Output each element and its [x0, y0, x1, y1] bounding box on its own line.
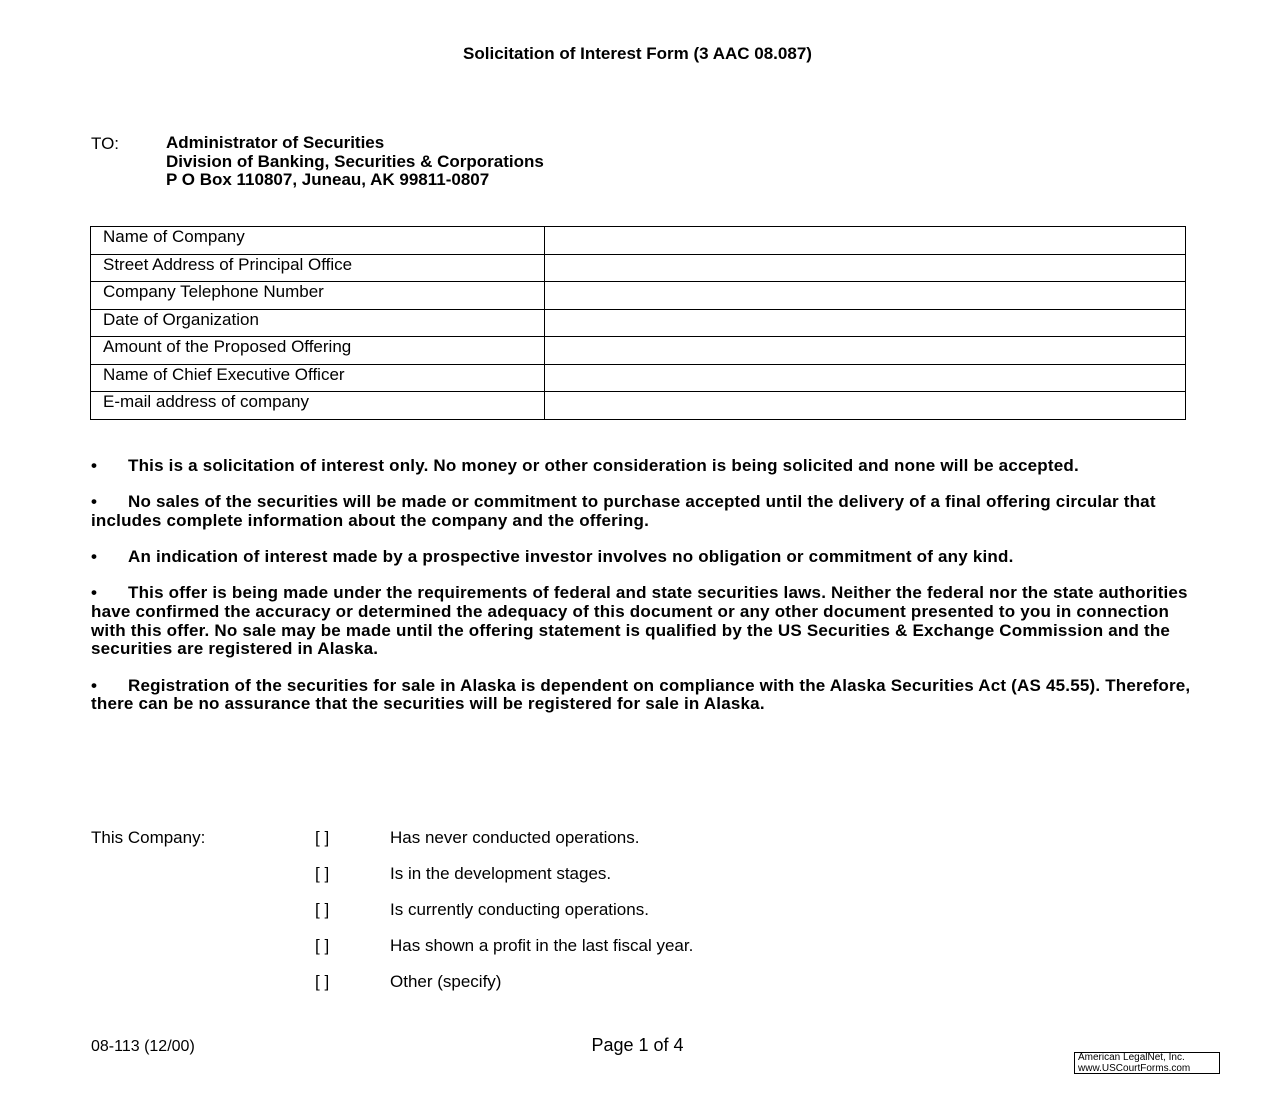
table-row: [91, 309, 1186, 337]
table-row: [91, 337, 1186, 365]
form-number: 08-113 (12/00): [91, 1038, 195, 1055]
telephone-label: Company Telephone Number: [91, 282, 545, 310]
table-row: [91, 282, 1186, 310]
table-row: [91, 364, 1186, 392]
bullet-icon: •: [91, 675, 98, 695]
email-label: E-mail address of company: [91, 392, 545, 420]
addressee-lines: [166, 134, 544, 190]
checkbox[interactable]: [ ]: [315, 936, 330, 955]
checkbox[interactable]: [ ]: [315, 972, 330, 991]
stamp-line: www.USCourtForms.com: [1078, 1062, 1191, 1074]
option-label: Is currently conducting operations.: [390, 900, 649, 919]
bullet-icon: •: [91, 583, 98, 603]
option-label: Is in the development stages.: [390, 864, 612, 883]
table-row: [91, 254, 1186, 282]
disclaimer-item: • This is a solicitation of interest only. No money or other consideration is being solicited and none will be accepted.: [91, 456, 1079, 475]
date-of-organization-field[interactable]: [545, 309, 1186, 337]
publisher-stamp: [1074, 1052, 1220, 1074]
addressee-line: Division of Banking, Securities & Corporations: [166, 151, 544, 171]
email-field[interactable]: [545, 392, 1186, 420]
option-label: Has never conducted operations.: [390, 828, 640, 847]
checkbox[interactable]: [ ]: [315, 864, 330, 883]
option-label: Has shown a profit in the last fiscal year.: [390, 936, 694, 955]
disclaimer-item: • No sales of the securities will be made or commitment to purchase accepted until the delivery of a final offering circular that includes complete information about the company and the offering.: [91, 492, 1156, 530]
disclaimer-list: [91, 457, 1191, 732]
disclaimer-item: • An indication of interest made by a prospective investor involves no obligation or commitment of any kind.: [91, 547, 1014, 567]
company-name-field[interactable]: [545, 227, 1186, 255]
to-label: TO:: [91, 134, 120, 153]
table-row: [91, 392, 1186, 420]
table-row: [91, 227, 1186, 255]
offering-amount-field[interactable]: [545, 337, 1186, 365]
disclaimer-item: • This offer is being made under the requirements of federal and state securities laws. Neither the federal nor the state authorities have confirmed the accuracy or determined the adequacy of this document or any other document presented to you in connection with this offer. No sale may be made until the offering statement is qualified by the US Securities & Exchange Commission and the securities are registered in Alaska.: [91, 583, 1188, 659]
street-address-field[interactable]: [545, 254, 1186, 282]
company-info-table: [90, 226, 1186, 420]
bullet-icon: •: [91, 547, 98, 567]
bullet-icon: •: [91, 456, 98, 475]
disclaimer-item: • Registration of the securities for sale in Alaska is dependent on compliance with the Alaska Securities Act (AS 45.55). Therefore, there can be no assurance that the securities will be registered for sale in Alaska.: [91, 675, 1191, 714]
company-status-label: This Company:: [91, 828, 206, 847]
page-number: Page 1 of 4: [591, 1035, 684, 1055]
stamp-line: American LegalNet, Inc.: [1078, 1052, 1185, 1063]
form-title: Solicitation of Interest Form (3 AAC 08.087): [463, 44, 812, 63]
ceo-name-label: Name of Chief Executive Officer: [91, 364, 545, 392]
date-of-organization-label: Date of Organization: [91, 309, 545, 337]
offering-amount-label: Amount of the Proposed Offering: [91, 337, 545, 365]
bullet-icon: •: [91, 492, 98, 512]
checkbox[interactable]: [ ]: [315, 900, 330, 919]
checkbox[interactable]: [ ]: [315, 828, 330, 847]
street-address-label: Street Address of Principal Office: [91, 254, 545, 282]
company-status-section: [91, 828, 991, 1008]
addressee-line: P O Box 110807, Juneau, AK 99811-0807: [166, 170, 490, 190]
ceo-name-field[interactable]: [545, 364, 1186, 392]
telephone-field[interactable]: [545, 282, 1186, 310]
company-name-label: Name of Company: [91, 227, 545, 255]
option-label: Other (specify): [390, 972, 502, 991]
addressee-line: Administrator of Securities: [166, 133, 385, 152]
